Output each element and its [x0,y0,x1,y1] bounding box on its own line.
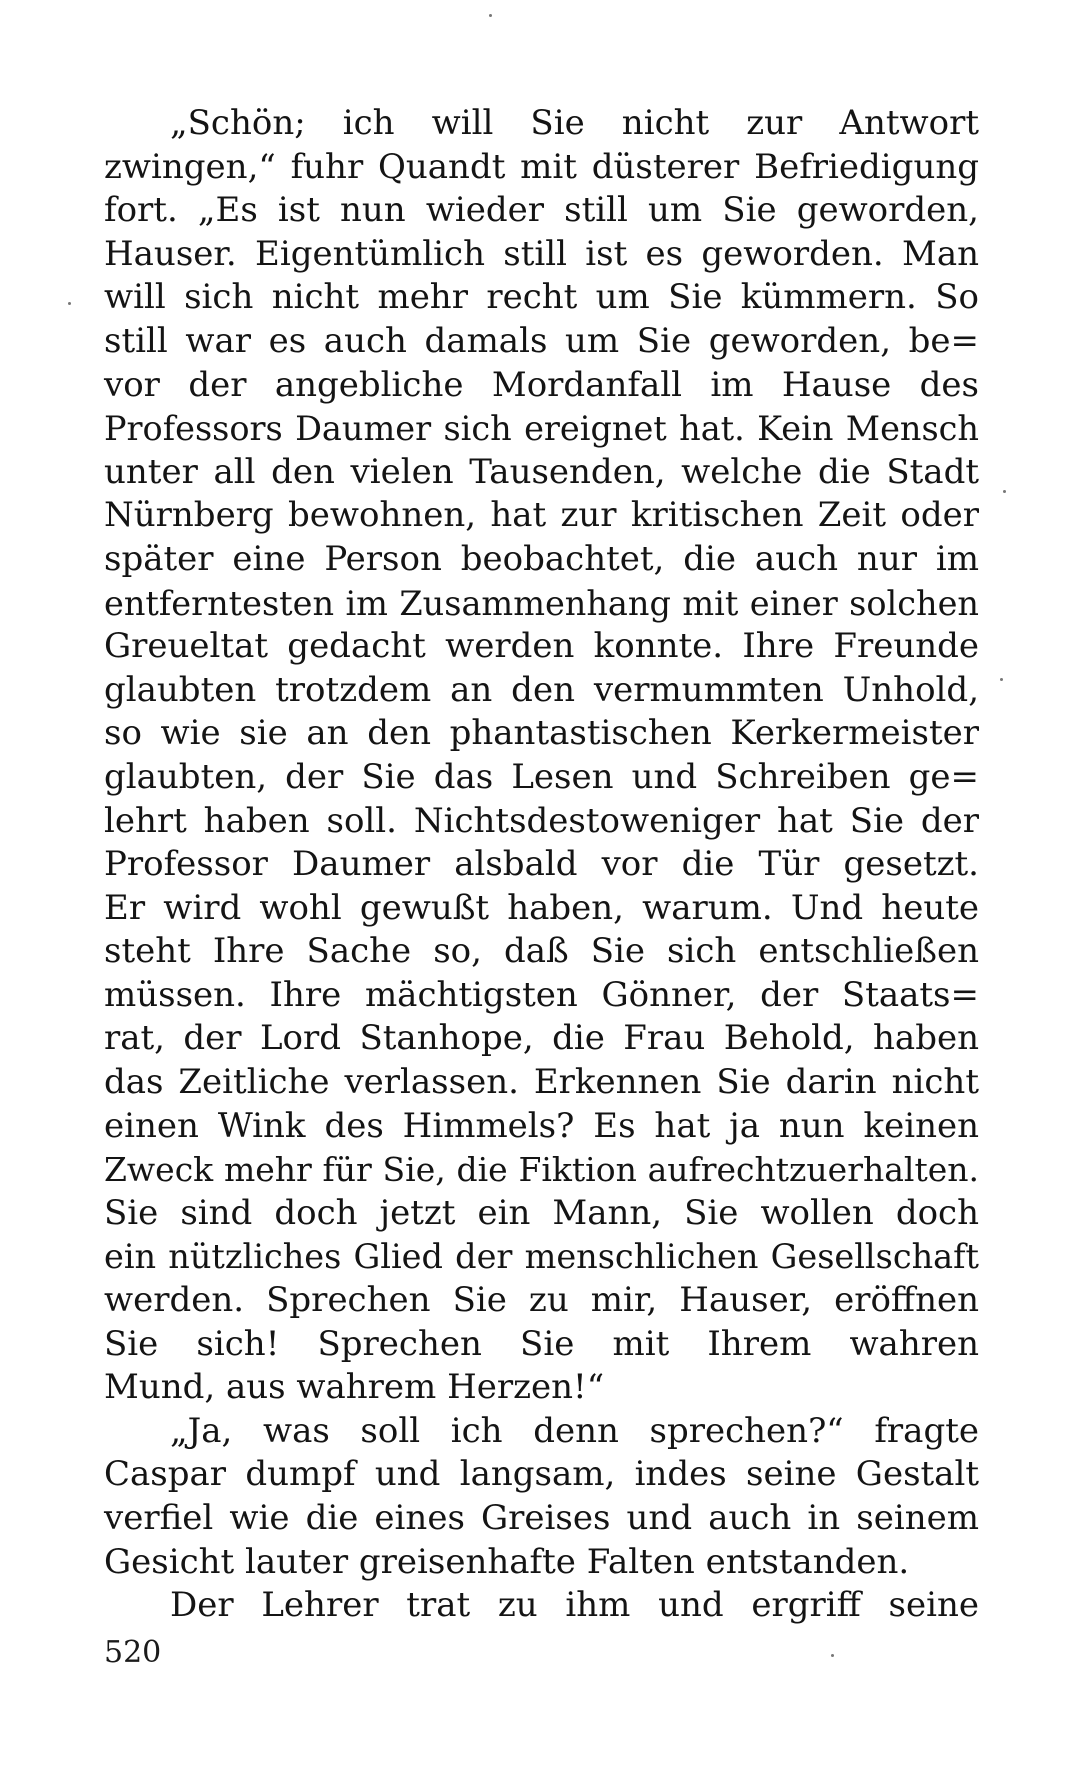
text-line: Nürnberg bewohnen, hat zur kritischen Zeit oder [104,495,979,536]
text-line: lehrt haben soll. Nichtsdestoweniger hat Sie der [104,800,979,841]
text-line: Zweck mehr für Sie, die Fiktion aufrechtzuerhalten. [104,1150,979,1190]
text-line: Der Lehrer trat zu ihm und ergriff seine [170,1585,979,1626]
text-line: Greueltat gedacht werden konnte. Ihre Freunde [104,626,979,667]
text-line: vor der angebliche Mordanfall im Hause des [104,364,979,405]
text-line: rat, der Lord Stanhope, die Frau Behold, haben [104,1018,979,1059]
text-line: Caspar dumpf und langsam, indes seine Gestalt [104,1454,979,1495]
text-line: Gesicht lauter greisenhafte Falten entstanden. [104,1541,910,1582]
text-line: das Zeitliche verlassen. Erkennen Sie darin nicht [104,1062,979,1103]
text-line: verfiel wie die eines Greises und auch in seinem [104,1498,979,1538]
text-line: so wie sie an den phantastischen Kerkermeister [104,713,979,754]
paper-speck [831,1654,834,1657]
text-line: Professor Daumer alsbald vor die Tür gesetzt. [104,844,979,885]
paper-speck [1003,490,1006,493]
text-line: entferntesten im Zusammenhang mit einer solchen [104,583,979,623]
text-line: „Ja, was soll ich denn sprechen?“ fragte [170,1410,979,1451]
text-line: fort. „Es ist nun wieder still um Sie geworden, [104,190,979,231]
text-line: einen Wink des Himmels? Es hat ja nun keinen [104,1105,979,1146]
text-line: unter all den vielen Tausenden, welche die Stadt [104,451,979,492]
text-line: glaubten, der Sie das Lesen und Schreiben ge= [104,756,979,797]
text-line: müssen. Ihre mächtigsten Gönner, der Staats= [104,974,979,1015]
text-line: Sie sich! Sprechen Sie mit Ihrem wahren [104,1323,979,1364]
text-line: ein nützliches Glied der menschlichen Gesellschaft [104,1237,979,1277]
text-line: Sie sind doch jetzt ein Mann, Sie wollen doch [104,1192,979,1233]
text-line: Mund, aus wahrem Herzen!“ [104,1367,605,1408]
paper-speck [1000,678,1003,681]
text-line: „Schön; ich will Sie nicht zur Antwort [170,103,979,143]
paper-speck [68,302,71,305]
text-line: steht Ihre Sache so, daß Sie sich entschließen [104,931,979,972]
body-text [104,102,979,1628]
text-line: will sich nicht mehr recht um Sie kümmern. So [104,277,979,318]
text-line: Professors Daumer sich ereignet hat. Kein Mensch [104,409,979,449]
text-line: zwingen,“ fuhr Quandt mit düsterer Befriedigung [104,146,979,187]
text-line: still war es auch damals um Sie geworden, be= [104,320,979,361]
paper-speck [489,14,492,17]
page-number: 520 [104,1635,162,1670]
text-line: glaubten trotzdem an den vermummten Unhold, [104,669,979,710]
text-line: Er wird wohl gewußt haben, warum. Und heute [104,887,979,928]
text-line: Hauser. Eigentümlich still ist es geworden. Man [104,233,979,274]
text-line: werden. Sprechen Sie zu mir, Hauser, eröffnen [104,1280,979,1321]
text-line: später eine Person beobachtet, die auch nur im [104,538,979,579]
